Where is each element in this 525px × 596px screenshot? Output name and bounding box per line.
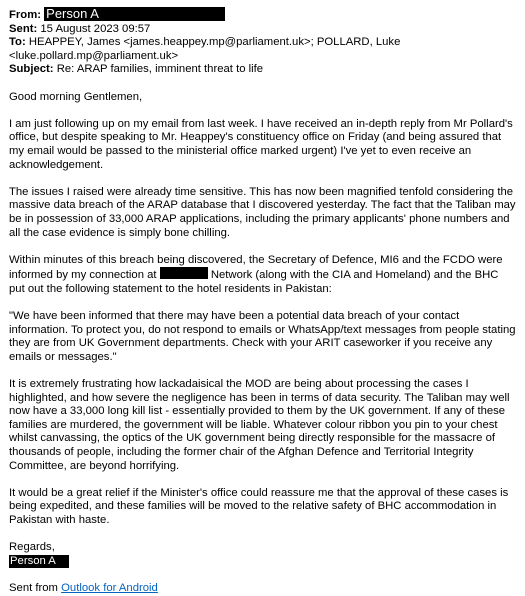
to-label: To: [9,36,26,49]
paragraph-3 [9,254,517,297]
to-value: HEAPPEY, James <james.heappey.mp@parliament.uk>; POLLARD, Luke <luke.pollard.mp@parliament.uk> [9,36,401,62]
paragraph-3-after: Network (along with the CIA and Homeland) and the BHC put out the following statement to the hotel residents in Pakistan: [9,269,499,295]
signature-line [9,555,517,569]
sent-from-line [9,582,517,596]
subject-line [9,63,517,77]
redacted-organisation [160,267,208,279]
from-line [9,7,517,23]
paragraph-2: The issues I raised were already time sensitive. This has now been magnified tenfold considering the massive data breach of the ARAP database that I discovered yesterday. The fact that the Taliban may be in possession of 33,000 ARAP applications, including the primary applicants' phone numbers and all the case evidence is simply bone chilling. [9,185,516,239]
to-line [9,36,517,63]
sent-label: Sent: [9,22,38,35]
from-redacted-name: Person A [44,7,225,21]
subject-value: Re: ARAP families, imminent threat to life [56,63,264,76]
sent-from-text: Sent from [9,581,58,594]
paragraph-1: I am just following up on my email from last week. I have received an in-depth reply from Mr Pollard's office, but despite speaking to Mr. Heappey's constituency office on Friday (and being assured that my email would be passed to the ministerial office marked urgent) I've yet to even receive an acknowledgement. [9,117,513,171]
outlook-android-link[interactable]: Outlook for Android [61,581,158,594]
paragraph-5: It is extremely frustrating how lackadaisical the MOD are being about processing the cases I highlighted, and how severe the negligence has been in terms of data security. The Taliban may well now have a 33,000 long kill list - essentially provided to them by the UK government. If any of these families are murdered, the government will be liable. Whatever colour ribbon you pin to your chest whilst canvassing, the optics of the UK government being directly responsible for the massacre of thousands of people, including the former chair of the Afghan Defence and Territorial Integrity Committee, are beyond horrifying. [9,378,510,472]
greeting: Good morning Gentlemen, [9,90,143,103]
paragraph-4-quote: "We have been informed that there may have been a potential data breach of your contact information. To protect you, do not respond to emails or WhatsApp/text messages from people stating they are from UK Government departments. Check with your ARIT caseworker if you receive any emails or messages." [9,310,516,363]
spacer [9,568,517,582]
closing: Regards, [9,541,55,554]
from-label: From: [9,9,42,21]
sent-line [9,23,517,37]
paragraph-6: It would be a great relief if the Minister's office could reassure me that the approval of these cases is being expedited, and these families will be moved to the relative safety of BHC accommodation in Pakistan with haste. [9,486,509,526]
sent-value: 15 August 2023 09:57 [40,22,151,35]
paragraph-3-before: Within minutes of this breach being discovered, the Secretary of Defence, MI6 and the FCDO were informed by my connection at [9,253,503,282]
subject-label: Subject: [9,63,54,76]
signature-redacted-name: Person A [9,555,69,568]
